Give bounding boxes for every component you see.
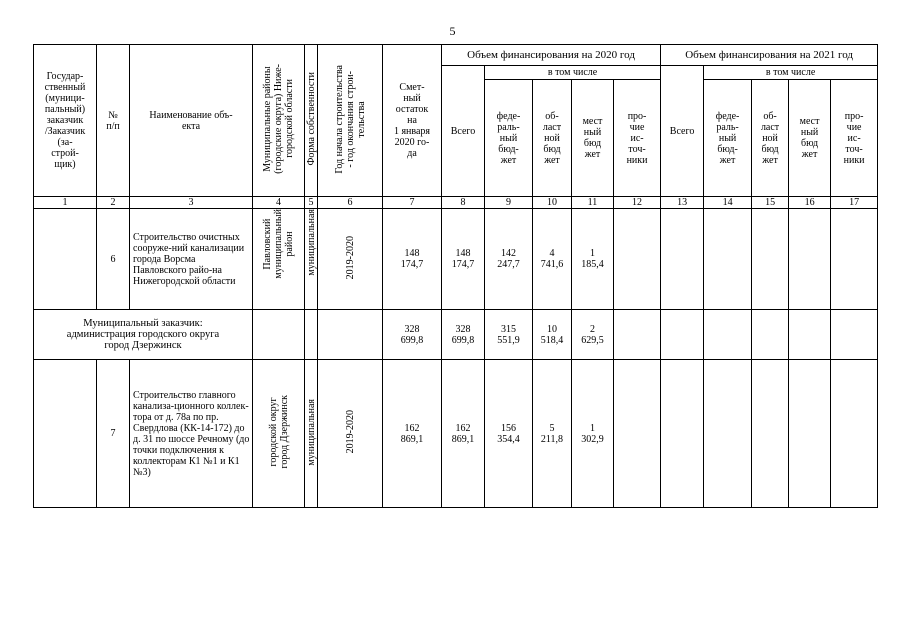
column-number: 5 [305, 197, 318, 209]
row7-other-2020 [614, 360, 661, 508]
row6-local-2021 [789, 209, 831, 310]
row6-remaining: 148 174,7 [383, 209, 442, 310]
header-other-2020: про- чие ис- точ- ники [614, 80, 661, 197]
row7-ownership [305, 360, 318, 508]
row7-regional-2020: 5 211,8 [533, 360, 572, 508]
subtotal-regional-2020: 10 518,4 [533, 310, 572, 360]
row6-object-name: Строительство очистных сооруже-ний канализации города Ворсма Павловского райо-на Нижегородской области [130, 209, 253, 310]
row6-total-2021 [661, 209, 704, 310]
subtotal-remaining: 328 699,8 [383, 310, 442, 360]
row7-object-name: Строительство главного канализа-ционного коллек-тора от д. 78а по пр. Свердлова (КК-14-172) до д. 31 по шоссе Речному (до точки подключения к коллекторам К1 №1 и К1 №3) [130, 360, 253, 508]
row7-number: 7 [97, 360, 130, 508]
table-row [34, 209, 878, 310]
row6-total-2020: 148 174,7 [442, 209, 485, 310]
subtotal-total-2020: 328 699,8 [442, 310, 485, 360]
header-federal-2021: феде- раль- ный бюд- жет [704, 80, 752, 197]
column-number: 4 [253, 197, 305, 209]
header-total-2021: Всего [661, 66, 704, 197]
financing-table [33, 44, 878, 508]
subtotal-regional-2021 [752, 310, 789, 360]
row7-local-2021 [789, 360, 831, 508]
header-number: № п/п [97, 45, 130, 197]
column-number: 2 [97, 197, 130, 209]
row7-federal-2021 [704, 360, 752, 508]
header-customer: Государ- ственный (муници- пальный) заказчик /Заказчик (за- строй- щик) [34, 45, 97, 197]
column-number: 16 [789, 197, 831, 209]
row6-district [253, 209, 305, 310]
column-number: 6 [318, 197, 383, 209]
column-number: 1 [34, 197, 97, 209]
header-years-text: Год начала строительства - год окончания строи- тельства [333, 64, 367, 174]
header-total-2020: Всего [442, 66, 485, 197]
row7-years-text: 2019-2020 [344, 410, 356, 454]
row6-federal-2020: 142 247,7 [485, 209, 533, 310]
subtotal-local-2020: 2 629,5 [572, 310, 614, 360]
header-ownership-text: Форма собственности [305, 72, 317, 166]
header-regional-2020: об- ласт ной бюд жет [533, 80, 572, 197]
row6-local-2020: 1 185,4 [572, 209, 614, 310]
header-districts [253, 45, 305, 197]
row6-ownership [305, 209, 318, 310]
subtotal-other-2020 [614, 310, 661, 360]
column-number: 11 [572, 197, 614, 209]
row6-regional-2020: 4 741,6 [533, 209, 572, 310]
column-number: 9 [485, 197, 533, 209]
header-remaining: Смет- ный остаток на 1 января 2020 го- да [383, 45, 442, 197]
header-local-2020: мест ный бюд жет [572, 80, 614, 197]
row7-remaining: 162 869,1 [383, 360, 442, 508]
row7-ownership-text: муниципальная [305, 398, 317, 466]
header-local-2021: мест ный бюд жет [789, 80, 831, 197]
row7-regional-2021 [752, 360, 789, 508]
row6-customer [34, 209, 97, 310]
row7-federal-2020: 156 354,4 [485, 360, 533, 508]
column-number: 15 [752, 197, 789, 209]
column-numbers-row [34, 197, 878, 209]
row6-ownership-text: муниципальная [305, 209, 317, 276]
row6-years-text: 2019-2020 [344, 235, 356, 280]
header-other-2021: про- чие ис- точ- ники [831, 80, 878, 197]
row6-federal-2021 [704, 209, 752, 310]
subtotal-other-2021 [831, 310, 878, 360]
row7-total-2021 [661, 360, 704, 508]
column-number: 13 [661, 197, 704, 209]
header-ownership [305, 45, 318, 197]
column-number: 17 [831, 197, 878, 209]
header-years [318, 45, 383, 197]
subtotal-ownership [305, 310, 318, 360]
header-including-2021: в том числе [704, 66, 878, 80]
page-number: 5 [449, 24, 456, 38]
row6-years [318, 209, 383, 310]
header-federal-2020: феде- раль- ный бюд- жет [485, 80, 533, 197]
subtotal-local-2021 [789, 310, 831, 360]
row6-regional-2021 [752, 209, 789, 310]
row7-district [253, 360, 305, 508]
row7-district-text: городской округ город Дзержинск [267, 395, 290, 469]
subtotal-years [318, 310, 383, 360]
column-number: 12 [614, 197, 661, 209]
row7-customer [34, 360, 97, 508]
header-regional-2021: об- ласт ной бюд жет [752, 80, 789, 197]
row7-local-2020: 1 302,9 [572, 360, 614, 508]
row6-district-text: Павловский муниципальный район [262, 209, 295, 279]
column-number: 14 [704, 197, 752, 209]
row7-total-2020: 162 869,1 [442, 360, 485, 508]
subtotal-customer: Муниципальный заказчик: администрация городского округа город Дзержинск [34, 310, 253, 360]
column-number: 7 [383, 197, 442, 209]
header-fin-2021: Объем финансирования на 2021 год [661, 45, 878, 66]
row6-other-2020 [614, 209, 661, 310]
row7-years [318, 360, 383, 508]
subtotal-federal-2021 [704, 310, 752, 360]
header-districts-text: Муниципальные районы (городские округа) Ниже- городской области [262, 64, 295, 174]
column-number: 3 [130, 197, 253, 209]
header-object-name: Наименование объ- екта [130, 45, 253, 197]
table-row [34, 310, 878, 360]
row6-number: 6 [97, 209, 130, 310]
header-fin-2020: Объем финансирования на 2020 год [442, 45, 661, 66]
column-number: 10 [533, 197, 572, 209]
column-number: 8 [442, 197, 485, 209]
subtotal-federal-2020: 315 551,9 [485, 310, 533, 360]
table-row [34, 360, 878, 508]
row7-other-2021 [831, 360, 878, 508]
subtotal-district [253, 310, 305, 360]
subtotal-total-2021 [661, 310, 704, 360]
header-including-2020: в том числе [485, 66, 661, 80]
row6-other-2021 [831, 209, 878, 310]
